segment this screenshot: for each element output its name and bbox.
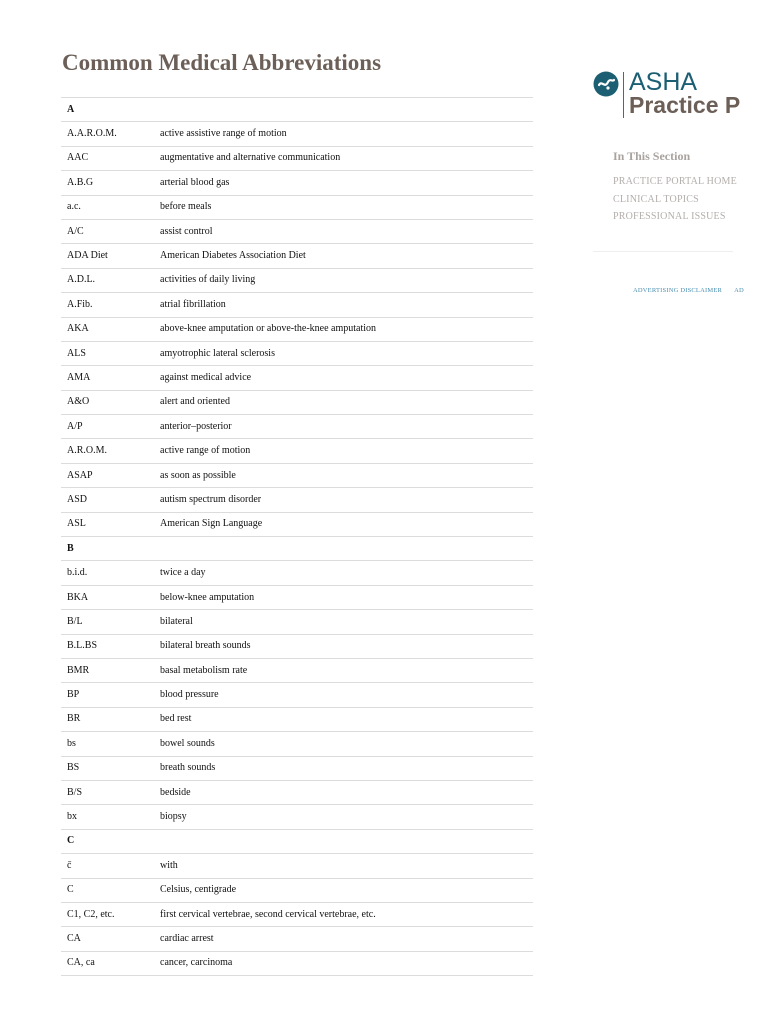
meaning-cell: first cervical vertebrae, second cervical vertebrae, etc. bbox=[154, 902, 533, 926]
meaning-cell: cancer, carcinoma bbox=[154, 951, 533, 975]
table-row bbox=[61, 951, 533, 975]
abbreviation-cell: A.R.O.M. bbox=[61, 439, 154, 463]
meaning-cell: before meals bbox=[154, 195, 533, 219]
meaning-cell: American Diabetes Association Diet bbox=[154, 244, 533, 268]
nav-link-practice-portal-home[interactable]: PRACTICE PORTAL HOME bbox=[613, 176, 737, 187]
meaning-cell: active range of motion bbox=[154, 439, 533, 463]
abbreviation-cell: b.i.d. bbox=[61, 561, 154, 585]
abbreviation-cell: C1, C2, etc. bbox=[61, 902, 154, 926]
abbreviation-cell: ASL bbox=[61, 512, 154, 536]
section-letter: C bbox=[61, 829, 154, 853]
table-row bbox=[61, 439, 533, 463]
meaning-cell: atrial fibrillation bbox=[154, 293, 533, 317]
abbreviations-table-body bbox=[61, 98, 533, 976]
advertising-disclaimer-link[interactable]: ADVERTISING DISCLAIMER bbox=[633, 287, 723, 294]
table-row bbox=[61, 707, 533, 731]
in-this-section-heading: In This Section bbox=[613, 149, 691, 163]
abbreviation-cell: A/P bbox=[61, 415, 154, 439]
abbreviation-cell: B/L bbox=[61, 610, 154, 634]
table-row bbox=[61, 293, 533, 317]
abbreviation-cell: CA, ca bbox=[61, 951, 154, 975]
table-row bbox=[61, 585, 533, 609]
abbreviations-table bbox=[61, 97, 533, 976]
table-row bbox=[61, 317, 533, 341]
table-row bbox=[61, 415, 533, 439]
table-row bbox=[61, 171, 533, 195]
meaning-cell: against medical advice bbox=[154, 366, 533, 390]
meaning-cell: breath sounds bbox=[154, 756, 533, 780]
sidebar bbox=[593, 68, 768, 308]
table-row bbox=[61, 658, 533, 682]
nav-link-clinical-topics[interactable]: CLINICAL TOPICS bbox=[613, 193, 699, 205]
footer-link-truncated[interactable]: AD bbox=[734, 287, 744, 294]
abbreviation-cell: BS bbox=[61, 756, 154, 780]
abbreviation-cell: B.L.BS bbox=[61, 634, 154, 658]
table-section-row bbox=[61, 98, 533, 122]
meaning-cell: with bbox=[154, 854, 533, 878]
meaning-cell: Celsius, centigrade bbox=[154, 878, 533, 902]
table-row bbox=[61, 634, 533, 658]
table-row bbox=[61, 463, 533, 487]
meaning-cell: below-knee amputation bbox=[154, 585, 533, 609]
asha-logo-icon[interactable] bbox=[593, 71, 619, 97]
abbreviation-cell: BMR bbox=[61, 658, 154, 682]
meaning-cell: biopsy bbox=[154, 805, 533, 829]
meaning-cell bbox=[154, 98, 533, 122]
abbreviation-cell: ASAP bbox=[61, 463, 154, 487]
meaning-cell: twice a day bbox=[154, 561, 533, 585]
meaning-cell: alert and oriented bbox=[154, 390, 533, 414]
table-row bbox=[61, 268, 533, 292]
abbreviation-cell: A.Fib. bbox=[61, 293, 154, 317]
table-row bbox=[61, 390, 533, 414]
meaning-cell: bed rest bbox=[154, 707, 533, 731]
nav-link-professional-issues[interactable]: PROFESSIONAL ISSUES bbox=[613, 211, 726, 222]
abbreviation-cell: A.D.L. bbox=[61, 268, 154, 292]
meaning-cell: cardiac arrest bbox=[154, 927, 533, 951]
abbreviation-cell: ASD bbox=[61, 488, 154, 512]
abbreviation-cell: AMA bbox=[61, 366, 154, 390]
logo-asha-text[interactable]: ASHA bbox=[629, 68, 698, 96]
logo-divider bbox=[623, 72, 624, 118]
table-row bbox=[61, 244, 533, 268]
table-row bbox=[61, 146, 533, 170]
abbreviation-cell: ALS bbox=[61, 341, 154, 365]
meaning-cell: basal metabolism rate bbox=[154, 658, 533, 682]
meaning-cell: arterial blood gas bbox=[154, 171, 533, 195]
meaning-cell: as soon as possible bbox=[154, 463, 533, 487]
logo-practice-portal-text[interactable]: Practice P bbox=[629, 92, 741, 118]
meaning-cell bbox=[154, 537, 533, 561]
meaning-cell: activities of daily living bbox=[154, 268, 533, 292]
meaning-cell: amyotrophic lateral sclerosis bbox=[154, 341, 533, 365]
meaning-cell: active assistive range of motion bbox=[154, 122, 533, 146]
table-row bbox=[61, 854, 533, 878]
meaning-cell: autism spectrum disorder bbox=[154, 488, 533, 512]
abbreviation-cell: A/C bbox=[61, 219, 154, 243]
meaning-cell: augmentative and alternative communication bbox=[154, 146, 533, 170]
table-row bbox=[61, 780, 533, 804]
table-row bbox=[61, 610, 533, 634]
table-row bbox=[61, 512, 533, 536]
meaning-cell: blood pressure bbox=[154, 683, 533, 707]
abbreviation-cell: AKA bbox=[61, 317, 154, 341]
table-row bbox=[61, 488, 533, 512]
page-title: Common Medical Abbreviations bbox=[62, 50, 382, 75]
abbreviation-cell: BKA bbox=[61, 585, 154, 609]
sidebar-divider bbox=[593, 251, 733, 252]
table-section-row bbox=[61, 537, 533, 561]
table-row bbox=[61, 561, 533, 585]
abbreviation-cell: A&O bbox=[61, 390, 154, 414]
abbreviation-cell: ADA Diet bbox=[61, 244, 154, 268]
table-row bbox=[61, 195, 533, 219]
abbreviation-cell: C bbox=[61, 878, 154, 902]
meaning-cell: above-knee amputation or above-the-knee amputation bbox=[154, 317, 533, 341]
abbreviation-cell: BR bbox=[61, 707, 154, 731]
abbreviation-cell: AAC bbox=[61, 146, 154, 170]
meaning-cell: anterior–posterior bbox=[154, 415, 533, 439]
footer-links bbox=[633, 279, 752, 297]
meaning-cell: bowel sounds bbox=[154, 732, 533, 756]
abbreviation-cell: B/S bbox=[61, 780, 154, 804]
abbreviation-cell: A.B.G bbox=[61, 171, 154, 195]
abbreviation-cell: BP bbox=[61, 683, 154, 707]
section-letter: B bbox=[61, 537, 154, 561]
section-letter: A bbox=[61, 98, 154, 122]
table-row bbox=[61, 219, 533, 243]
abbreviation-cell: c̄ bbox=[61, 854, 154, 878]
meaning-cell: assist control bbox=[154, 219, 533, 243]
meaning-cell: American Sign Language bbox=[154, 512, 533, 536]
abbreviation-cell: bx bbox=[61, 805, 154, 829]
table-row bbox=[61, 122, 533, 146]
table-row bbox=[61, 878, 533, 902]
table-row bbox=[61, 683, 533, 707]
abbreviation-cell: CA bbox=[61, 927, 154, 951]
table-row bbox=[61, 756, 533, 780]
abbreviation-cell: a.c. bbox=[61, 195, 154, 219]
abbreviation-cell: A.A.R.O.M. bbox=[61, 122, 154, 146]
abbreviation-cell: bs bbox=[61, 732, 154, 756]
table-row bbox=[61, 805, 533, 829]
table-section-row bbox=[61, 829, 533, 853]
table-row bbox=[61, 341, 533, 365]
section-nav bbox=[613, 173, 737, 226]
meaning-cell: bilateral breath sounds bbox=[154, 634, 533, 658]
meaning-cell: bedside bbox=[154, 780, 533, 804]
table-row bbox=[61, 732, 533, 756]
meaning-cell: bilateral bbox=[154, 610, 533, 634]
table-row bbox=[61, 927, 533, 951]
table-row bbox=[61, 902, 533, 926]
meaning-cell bbox=[154, 829, 533, 853]
table-row bbox=[61, 366, 533, 390]
